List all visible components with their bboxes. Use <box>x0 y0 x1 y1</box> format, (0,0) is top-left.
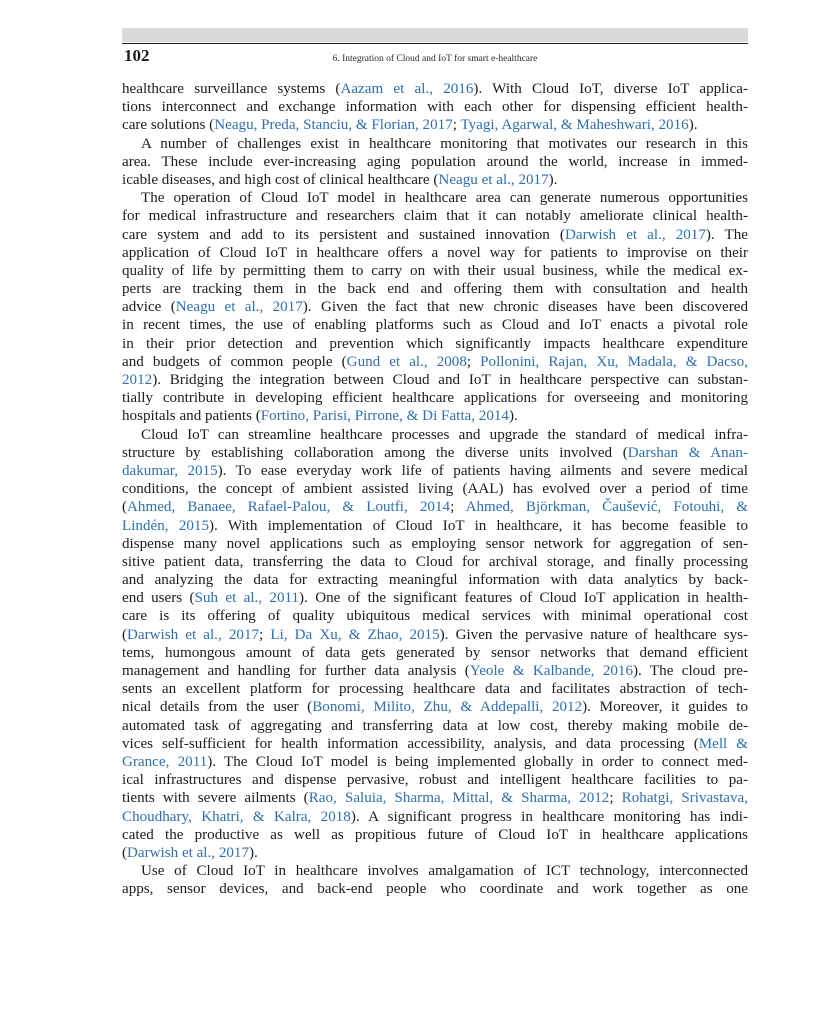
text-line <box>122 862 748 880</box>
text-line <box>122 316 748 334</box>
text-run: sitive patient data, transferring the data to Cloud for archival storage, and finally processing <box>122 553 748 570</box>
text-run: tems, humongous amount of data gets generated by sensor networks that demand efficient <box>122 644 748 661</box>
text-line <box>122 717 748 735</box>
text-line <box>122 426 748 444</box>
citation-link[interactable]: Ahmed, Björkman, Čaušević, Fotouhi, & <box>465 499 748 516</box>
citation-link[interactable]: Neagu, Preda, Stanciu, & Florian, 2017 <box>214 117 453 134</box>
citation-link[interactable]: Gund et al., 2008 <box>346 353 467 370</box>
citation-link[interactable]: Neagu et al., 2017 <box>438 171 549 188</box>
text-line <box>122 98 748 116</box>
text-line <box>122 189 748 207</box>
text-line <box>122 80 748 98</box>
text-line <box>122 244 748 262</box>
body-text <box>122 80 748 898</box>
text-run: ). The cloud pre- <box>633 663 748 679</box>
text-run: ). Moreover, it guides to <box>582 699 748 716</box>
text-run: icable diseases, and high cost of clinical healthcare ( <box>122 171 439 188</box>
text-run: dispense many novel applications such as employing sensor network for aggregation of sen- <box>122 535 748 552</box>
text-line <box>122 335 748 353</box>
citation-link[interactable]: Li, Da Xu, & Zhao, 2015 <box>270 626 440 643</box>
text-line <box>122 789 748 807</box>
text-run: ). <box>688 117 698 134</box>
text-run: perts are tracking them in the back end and offering them with consultation and health <box>122 281 748 298</box>
text-run: ). The <box>705 226 748 243</box>
text-run: vices self-sufficient for health information accessibility, analysis, and data processing ( <box>122 735 699 752</box>
text-line <box>122 735 748 753</box>
citation-link[interactable]: Darwish et al., 2017 <box>127 844 250 861</box>
page-number: 102 <box>124 46 150 65</box>
text-run: quality of life by permitting them to carry on with their usual business, while the medical ex- <box>122 262 748 279</box>
text-line <box>122 571 748 589</box>
citation-link[interactable]: Pollonini, Rajan, Xu, Madala, & Dacso, <box>480 353 748 370</box>
citation-link[interactable]: Mell & <box>698 735 748 752</box>
text-line <box>122 589 748 607</box>
text-run: ; <box>466 353 481 370</box>
text-run: nical details from the user ( <box>122 699 313 716</box>
text-line <box>122 698 748 716</box>
text-line <box>122 753 748 771</box>
text-line <box>122 808 748 826</box>
citation-link[interactable]: Rao, Saluia, Sharma, Mittal, & Sharma, 2012 <box>308 790 610 807</box>
citation-link[interactable]: dakumar, 2015 <box>122 462 218 479</box>
text-line <box>122 171 748 189</box>
text-line <box>122 280 748 298</box>
text-line <box>122 607 748 625</box>
header-band <box>122 28 748 42</box>
text-run: care is its offering of quality ubiquitous medical services with minimal operational cost <box>122 608 748 625</box>
citation-link[interactable]: 2012 <box>122 372 153 388</box>
text-line <box>122 407 748 425</box>
text-line <box>122 116 748 134</box>
header-rule <box>122 43 748 44</box>
citation-link[interactable]: Grance, 2011 <box>122 753 208 770</box>
text-line <box>122 880 748 898</box>
citation-link[interactable]: Darshan & Anan- <box>627 444 748 461</box>
text-line <box>122 207 748 225</box>
text-run: ( <box>122 499 128 516</box>
citation-link[interactable]: Tyagi, Agarwal, & Maheshwari, 2016 <box>460 117 689 134</box>
text-run: healthcare surveillance systems ( <box>122 81 341 97</box>
text-line <box>122 462 748 480</box>
text-line <box>122 535 748 553</box>
text-line <box>122 771 748 789</box>
text-run: ). With implementation of Cloud IoT in healthcare, it has become feasible to <box>209 517 748 534</box>
text-line <box>122 135 748 153</box>
text-line <box>122 262 748 280</box>
text-run: ). Given the pervasive nature of healthcare sys- <box>439 626 749 643</box>
text-line <box>122 826 748 844</box>
text-line <box>122 389 748 407</box>
text-run: ). <box>249 844 258 861</box>
text-run: ). Given the fact that new chronic diseases have been discovered <box>302 299 749 316</box>
text-run: tially contribute in developing efficient healthcare applications for overseeing and monitoring <box>122 390 748 407</box>
text-line <box>122 844 748 862</box>
text-run: area. These include ever-increasing aging population around the world, increase in immed- <box>122 153 748 170</box>
text-line <box>122 480 748 498</box>
text-line <box>122 680 748 698</box>
text-run: ). <box>508 408 518 425</box>
text-run: in their prior detection and prevention which significantly impacts healthcare expenditure <box>122 335 748 352</box>
citation-link[interactable]: Darwish et al., 2017 <box>127 626 260 643</box>
citation-link[interactable]: Aazam et al., 2016 <box>340 81 474 97</box>
text-line <box>122 226 748 244</box>
citation-link[interactable]: Suh et al., 2011 <box>194 590 300 607</box>
text-line <box>122 444 748 462</box>
citation-link[interactable]: Choudhary, Khatri, & Kalra, 2018 <box>122 808 351 825</box>
text-run: management and handling for further data analysis ( <box>122 663 470 679</box>
text-line <box>122 153 748 171</box>
text-run: end users ( <box>122 590 195 607</box>
text-line <box>122 626 748 644</box>
text-run: The operation of Cloud IoT model in healthcare area can generate numerous opportunities <box>141 190 748 207</box>
text-run: structure by establishing collaboration among the diverse units involved ( <box>122 444 628 461</box>
text-run: and budgets of common people ( <box>122 353 347 370</box>
text-run: automated task of aggregating and transferring data at low cost, thereby making mobile de- <box>122 717 748 734</box>
text-line <box>122 353 748 371</box>
text-run: ). The Cloud IoT model is being implemented globally in order to connect med- <box>207 753 748 770</box>
text-line <box>122 298 748 316</box>
text-run: ). To ease everyday work life of patients having ailments and severe medical <box>217 462 748 479</box>
text-line <box>122 517 748 535</box>
text-run: ). With Cloud IoT, diverse IoT applica- <box>473 81 748 97</box>
text-run: ; <box>452 117 461 134</box>
citation-link[interactable]: Ahmed, Banaee, Rafael-Palou, & Loutfi, 2014 <box>127 499 451 516</box>
text-run: Use of Cloud IoT in healthcare involves amalgamation of ICT technology, interconnected <box>141 863 748 880</box>
text-line <box>122 498 748 516</box>
text-run: hospitals and patients ( <box>122 408 261 425</box>
citation-link[interactable]: Fortino, Parisi, Pirrone, & Di Fatta, 2014 <box>260 408 509 425</box>
text-run: ical infrastructures and dispense pervasive, robust and intelligent healthcare facilities to pa- <box>122 772 748 789</box>
text-line <box>122 644 748 662</box>
text-run: in recent times, the use of enabling platforms such as Cloud and IoT enacts a pivotal role <box>122 317 748 334</box>
text-run: ). Bridging the integration between Cloud and IoT in healthcare perspective can substan- <box>152 372 748 388</box>
text-run: ). A significant progress in healthcare monitoring has indi- <box>350 808 749 825</box>
citation-link[interactable]: Rohatgi, Srivastava, <box>621 790 749 807</box>
citation-link[interactable]: Yeole & Kalbande, 2016 <box>469 663 634 679</box>
citation-link[interactable]: Neagu et al., 2017 <box>175 299 303 316</box>
text-run: and analyzing the data for extracting meaningful information with data analytics by back- <box>122 572 748 589</box>
text-run: ; <box>609 790 622 807</box>
text-run: apps, sensor devices, and back-end people who coordinate and work together as one <box>122 881 748 898</box>
text-run: cated the productive as well as propitious future of Cloud IoT in healthcare applications <box>122 826 748 843</box>
text-run: care solutions ( <box>122 117 215 134</box>
text-run: advice ( <box>122 299 176 316</box>
text-run: ). One of the significant features of Cloud IoT application in health- <box>299 590 748 607</box>
citation-link[interactable]: Lindén, 2015 <box>122 517 210 534</box>
text-run: A number of challenges exist in healthcare monitoring that motivates our research in this <box>141 135 748 152</box>
text-line <box>122 553 748 571</box>
text-run: conditions, the concept of ambient assisted living (AAL) has evolved over a period of time <box>122 481 748 498</box>
citation-link[interactable]: Bonomi, Milito, Zhu, & Addepalli, 2012 <box>312 699 583 716</box>
text-run: ; <box>450 499 466 516</box>
text-run: tions interconnect and exchange information with each other for dispensing efficient health- <box>122 99 748 116</box>
text-run: ). <box>548 171 558 188</box>
citation-link[interactable]: Darwish et al., 2017 <box>564 226 706 243</box>
text-run: ( <box>122 626 128 643</box>
text-run: application of Cloud IoT in healthcare offers a novel way for patients to improvise on their <box>122 244 748 261</box>
text-run: sents an excellent platform for processing healthcare data and facilitates abstraction of tech- <box>122 681 748 698</box>
text-line <box>122 662 748 680</box>
text-run: for medical infrastructure and researchers claim that it can notably ameliorate clinical health- <box>122 208 748 225</box>
text-run: Cloud IoT can streamline healthcare processes and upgrade the standard of medical infra- <box>141 426 748 443</box>
text-line <box>122 371 748 389</box>
text-run: ; <box>259 626 271 643</box>
text-run: care system and add to its persistent and sustained innovation ( <box>122 226 565 243</box>
text-run: tients with severe ailments ( <box>122 790 309 807</box>
running-head: 6. Integration of Cloud and IoT for smart e-healthcare <box>332 54 538 64</box>
text-run: ( <box>122 844 128 861</box>
